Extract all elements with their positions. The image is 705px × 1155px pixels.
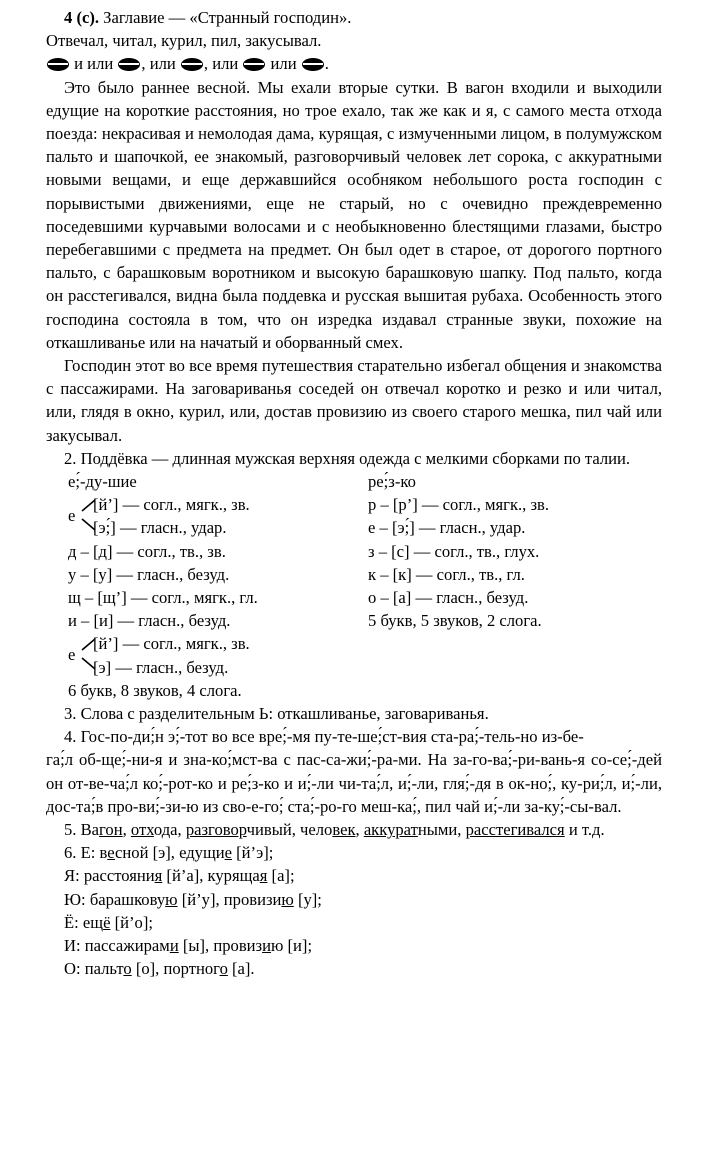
phonetic-split-row: [68, 493, 258, 539]
phonetic-row: к – [к] — согл., тв., гл.: [368, 564, 525, 584]
vowel-underline: о: [219, 959, 228, 979]
phonetic-headword-right: ре;́з-ко: [368, 472, 416, 492]
exercise-scheme-line: [46, 52, 662, 75]
page-content: [46, 6, 662, 981]
phonetic-row: е – [э;́] — гласн., удар.: [368, 518, 526, 538]
split-sound-2: [э]: [93, 657, 112, 677]
task-6-vowel-label: И:: [64, 936, 85, 956]
task-6-items: ещё [й’о];: [82, 912, 153, 932]
task-5-word: Вагон: [80, 820, 123, 840]
phonetic-row: щ – [щ’] — согл., мягк., гл.: [68, 588, 258, 608]
split-sound-row-2: [93, 656, 228, 679]
phonetic-column-right: [368, 470, 549, 632]
phonetic-row: р – [р’] — согл., мягк., зв.: [368, 495, 549, 515]
body-paragraph-2: Господин этот во все время путешествия старательно избегал общения и знакомства с пассажирами. На заговариванья соседей он отвечал коротко и резко и или читал, или, глядя в окно, курил, или, достав провизию из своего старого мешка, пил чай или закусывал.: [46, 356, 662, 445]
split-sound-row-1: [93, 493, 250, 516]
task-6-line: [46, 841, 662, 864]
vowel-underline: и: [169, 936, 179, 956]
task-6-items: пальто [о], портного [а].: [84, 959, 255, 979]
vowel-underline: ю: [281, 889, 294, 909]
task-5-word: [466, 820, 565, 839]
task-2-text: 2. Поддёвка — длинная мужская верхняя одежда с мелкими сборками по талии.: [64, 448, 631, 468]
task-6-vowel-label: Ю:: [64, 889, 90, 909]
phonetic-split-row: [68, 632, 258, 678]
exercise-number: 4 (с).: [64, 8, 100, 27]
phonetic-row: о – [а] — гласн., безуд.: [368, 588, 529, 607]
task-5-word: разговорчивый: [185, 820, 292, 840]
task-6-content: [64, 959, 255, 978]
task-3-text: 3. Слова с разделительным Ь: откашливанье, заговариванья.: [64, 704, 489, 724]
phonetic-analysis-block: [46, 470, 662, 702]
task-6-vowel-label: Ё:: [64, 912, 83, 932]
task-5-word: отхода: [130, 820, 178, 840]
task-6-content: [64, 936, 312, 955]
orthogram-underline: гон: [99, 820, 123, 840]
vowel-underline: я: [259, 866, 268, 886]
exercise-verbs-line: Отвечал, читал, курил, пил, закусывал.: [46, 31, 322, 51]
phonetic-row: и – [и] — гласн., безуд.: [68, 611, 231, 631]
task-4-line-2: га;́л об-ще;́-ни-я и зна-ко;́мст-ва с пас-са-жи;́-ра-ми. На за-го-ва;́-ри-вань-я со-се;́-дей он от-ве-ча;́л ко;́-рот-ко и ре;́з-ко и и;́-ли чи-та;́л, и;́-ли, гля;́-дя в ок-но;́, ку-ри;́л, и;́-ли, дос-та;́в про-ви;́-зи-ю из сво-е-го;́ ста;́-ро-го меш-ка;́, пил чай и;́-ли за-ку;́-сы-вал.: [46, 750, 662, 816]
task-6-items: расстояния [й’а], курящая [а];: [83, 866, 295, 886]
task-5-word: аккуратными: [363, 820, 458, 840]
task-6-content: [64, 843, 273, 862]
scheme-connector-3: , или: [203, 54, 239, 74]
vowel-underline: е: [107, 843, 116, 863]
split-sound-row-2: [93, 516, 227, 539]
phonetic-row: д – [д] — согл., тв., зв.: [68, 541, 226, 561]
task-6-content: [64, 890, 322, 909]
task-6-line: [46, 888, 662, 911]
split-desc-2: — гласн., удар.: [119, 518, 227, 538]
task-5-word: человек: [300, 820, 356, 840]
predicate-oval-icon: [181, 58, 203, 71]
task-6-content: [64, 913, 153, 932]
orthogram-underline: век: [332, 820, 356, 840]
task-5-line: [46, 818, 662, 841]
task-6-content: [64, 866, 295, 885]
body-paragraph-1: Это было раннее весной. Мы ехали вторые сутки. В вагон входили и выходили едущие на короткие расстояния, но трое ехало, так же как и я, с самого места отхода поезда: некрасивая и немолодая дама, курящая, с измученными лицом, в полумужском пальто и шапочкой, ее знакомый, разговорчивый человек лет сорока, с аккуратными новыми вещами, и еще державшийся особняком небольшого роста господин с порывистыми движениями, еще не старый, но с очевидно преждевременно поседевшими курчавыми волосами и с необыкновенно блестящими глазами, быстро перебегавшими с предмета на предмет. Он был одет в старое, от дорогого портного пальто, с барашковым воротником и высокую барашковую шапку. Под пальто, когда он расстегивался, видна была поддевка и русская вышитая рубаха. Особенность этого господина состояла в том, что он изредка издавал странные звуки, похожие на откашливанье или на начатый и оборванный смех.: [46, 77, 662, 352]
task-6-line: [46, 864, 662, 887]
phonetic-summary-right: 5 букв, 5 звуков, 2 слога.: [368, 611, 542, 631]
task-6-items: барашковую [й’у], провизию [у];: [89, 889, 322, 909]
phonetic-row: у – [у] — гласн., безуд.: [68, 564, 230, 584]
predicate-oval-icon: [47, 58, 69, 71]
phonetic-headword-left: е;́-ду-шие: [68, 472, 137, 492]
orthogram-underline: аккурат: [363, 820, 418, 840]
exercise-heading: [46, 6, 662, 29]
split-sound-row-1: [93, 632, 250, 655]
split-letter: е: [68, 506, 76, 526]
vowel-underline: я: [154, 866, 163, 886]
task-6-vowel-label: 6. Е:: [64, 843, 100, 863]
scheme-connector-1: и или: [74, 54, 114, 74]
scheme-connector-4: или: [270, 54, 297, 74]
vowel-underline: и: [262, 936, 271, 956]
orthogram-underline: разговор: [185, 820, 247, 840]
task-6-items: весной [э], едущие [й’э];: [99, 843, 274, 863]
vowel-underline: е: [224, 843, 232, 863]
predicate-oval-icon: [302, 58, 324, 71]
task-5-content: 5. Вагон, отхода, разговорчивый, человек, аккуратными, расстегивался и т.д.: [64, 820, 605, 840]
predicate-oval-icon: [243, 58, 265, 71]
phonetic-column-left: [68, 470, 258, 702]
task-6-line: [46, 911, 662, 934]
vowel-underline: ё: [103, 912, 111, 932]
exercise-title: Заглавие — «Странный господин».: [99, 8, 352, 27]
orthogram-underline: отх: [130, 820, 154, 840]
split-sound-2: [э;́]: [93, 518, 116, 538]
scheme-terminator: .: [324, 54, 329, 74]
task-6-line: [46, 957, 662, 980]
split-desc-1: — согл., мягк., зв.: [122, 634, 250, 654]
split-sound-1: [й’]: [93, 634, 119, 654]
predicate-oval-icon: [118, 58, 140, 71]
phonetic-summary-left: 6 букв, 8 звуков, 4 слога.: [68, 680, 242, 700]
split-desc-2: — гласн., безуд.: [115, 657, 229, 677]
task-6-vowel-label: Я:: [64, 866, 84, 886]
task-6-line: [46, 934, 662, 957]
split-letter: е: [68, 645, 76, 665]
vowel-underline: ю: [165, 889, 178, 909]
orthogram-underline: расстегивался: [465, 820, 565, 840]
task-4-line-1: 4. Гос-по-ди;́н э;́-тот во все вре;́-мя пу-те-ше;́ст-вия ста-ра;́-тель-но из-бе-: [64, 727, 584, 747]
task-6-vowel-label: О:: [64, 959, 85, 979]
scheme-connector-2: , или: [141, 54, 176, 74]
split-desc-1: — согл., мягк., зв.: [122, 495, 250, 515]
split-sound-1: [й’]: [93, 495, 119, 515]
vowel-underline: о: [123, 959, 132, 979]
phonetic-row: з – [с] — согл., тв., глух.: [368, 541, 540, 561]
task-6-items: пассажирами [ы], провизию [и];: [84, 936, 313, 956]
